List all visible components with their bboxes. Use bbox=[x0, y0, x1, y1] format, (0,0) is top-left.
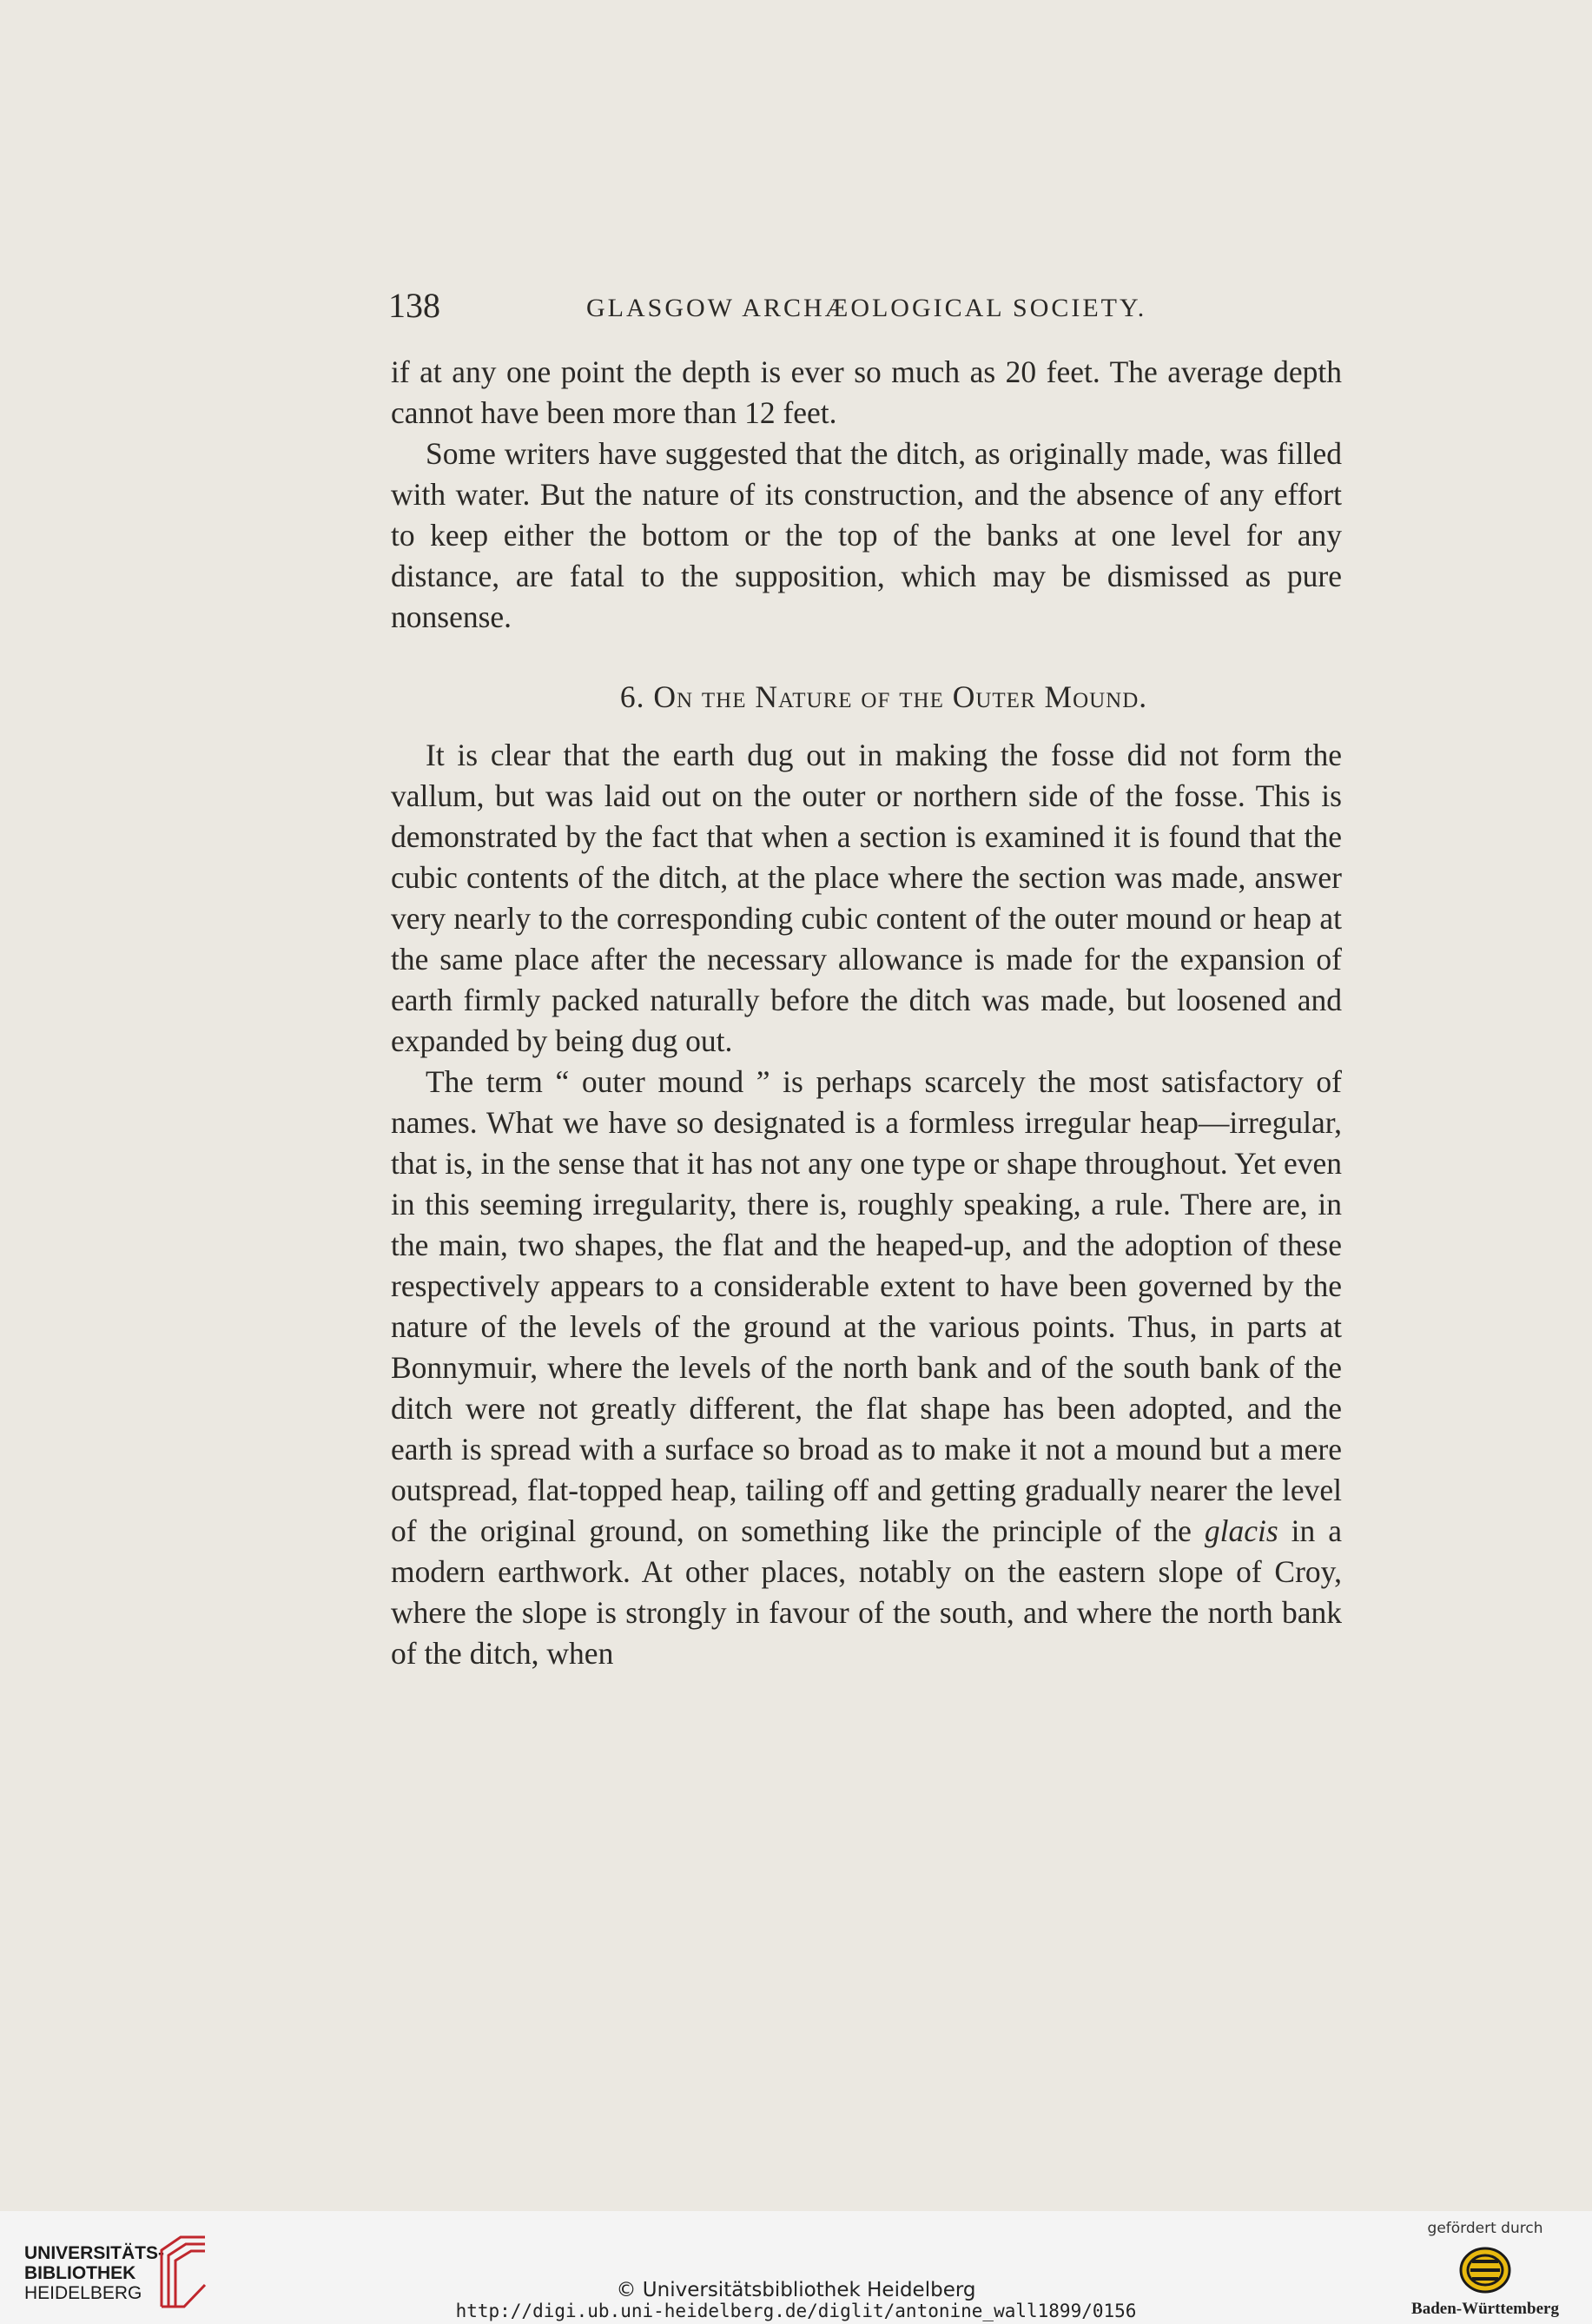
paragraph-text: in a modern earthwork. At other places, notably on the eastern slope of Croy, where the slope is strongly in favour of the south, and where the north bank of the ditch, when bbox=[391, 1513, 1343, 1671]
sponsor-label: gefördert durch bbox=[1427, 2220, 1543, 2237]
italic-term: glacis bbox=[1204, 1513, 1278, 1548]
footer-bar bbox=[0, 2211, 1592, 2324]
section-heading: 6. On the Nature of the Outer Mound. bbox=[619, 679, 1148, 714]
paragraph: if at any one point the depth is ever so much as 20 feet. The average depth cannot have been more than 12 feet. bbox=[391, 354, 1342, 430]
sponsor-name: Baden-Württemberg bbox=[1411, 2300, 1559, 2318]
paragraph: It is clear that the earth dug out in making the fosse did not form the vallum, but was laid out on the outer or northern side of the fosse. This is demonstrated by the fact that when a section is examined it is found that the cubic contents of the ditch, at the place where the section was made, answer very nearly to the corresponding cubic content of the outer mound or heap at the same place after the necessary allowance is made for the expansion of earth firmly packed naturally before the ditch was made, but loosened and expanded by being dug out. bbox=[391, 738, 1342, 1058]
library-name-line: BIBLIOTHEK bbox=[24, 2263, 136, 2283]
page-number: 138 bbox=[388, 286, 440, 325]
baden-wuerttemberg-emblem-icon bbox=[1459, 2246, 1511, 2294]
paragraph: Some writers have suggested that the ditch, as originally made, was filled with water. But the nature of its construction, and the absence of any effort to keep either the bottom or the top of the banks at one level for any distance, are fatal to the supposition, which may be dismissed as pure nonsense. bbox=[391, 436, 1342, 634]
permalink[interactable]: http://digi.ub.uni-heidelberg.de/diglit/antonine_wall1899/0156 bbox=[455, 2301, 1137, 2321]
library-name-line: UNIVERSITÄTS- bbox=[24, 2243, 165, 2263]
body-text bbox=[391, 352, 1342, 1674]
sponsor bbox=[1398, 2220, 1572, 2320]
copyright-notice: © Universitätsbibliothek Heidelberg bbox=[616, 2279, 976, 2301]
library-name-line: HEIDELBERG bbox=[24, 2283, 142, 2303]
page-header bbox=[388, 285, 1387, 328]
paragraph-text: The term “ outer mound ” is perhaps scarcely the most satisfactory of names. What we have so designated is a formless irregular heap—irregular, that is, in the sense that it has not any one type or shape throughout. Yet even in this seeming irregularity, there is, roughly speaking, a rule. There are, in the main, two shapes, the flat and the heaped-up, and the adoption of these respectively appears to a considerable extent to have been governed by the nature of the levels of the ground at the various points. Thus, in parts at Bonnymuir, where the levels of the north bank and of the south bank of the ditch were not greatly different, the flat shape has been adopted, and the earth is spread with a surface so broad as to make it not a mound but a mere outspread, flat-topped heap, tailing off and getting gradually nearer the level of the original ground, on something like the principle of the bbox=[391, 1064, 1342, 1548]
running-title: GLASGOW ARCHÆOLOGICAL SOCIETY. bbox=[586, 294, 1147, 322]
paragraph bbox=[391, 1062, 1342, 1674]
